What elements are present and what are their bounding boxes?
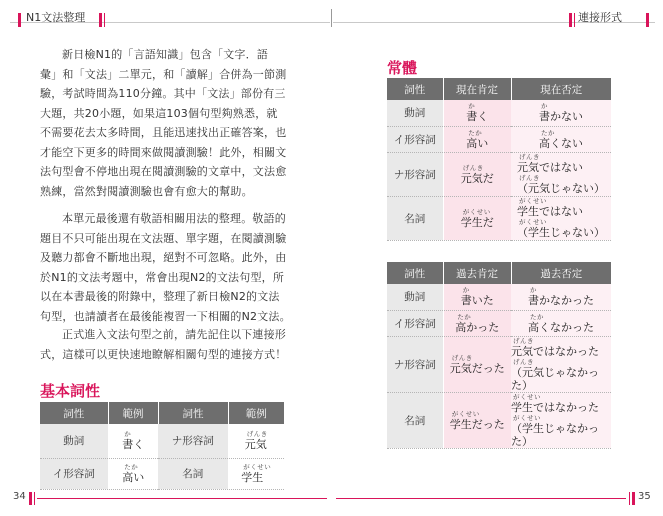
negative-cell (511, 310, 611, 336)
table-row (387, 100, 611, 126)
word: 書く (122, 438, 145, 452)
affirmative-cell (443, 392, 511, 448)
pos-label: イ形容詞 (387, 310, 443, 336)
word: 元気ではなかった (511, 344, 599, 358)
word: 高くなかった (528, 320, 594, 334)
ruby-word (517, 197, 605, 218)
word: 書かない (539, 110, 583, 124)
furigana: がくせい (519, 197, 547, 205)
plain-form-title: 常體 (387, 59, 418, 77)
header-left-title: N1文法整理 (26, 11, 86, 24)
footer-accent-bar (29, 492, 32, 505)
ruby-word (122, 430, 144, 451)
furigana: たか (457, 312, 472, 321)
furigana: がくせい (451, 409, 480, 418)
word: 高くない (539, 136, 583, 150)
intro-paragraph-1 (40, 45, 287, 201)
text-line: 熟練，當然對閱讀測驗也會有愈大的幫助。 (40, 184, 253, 198)
furigana: たか (468, 128, 483, 137)
header-accent-bar (99, 13, 102, 27)
pos-label: イ形容詞 (387, 126, 443, 152)
affirmative-cell (443, 152, 511, 196)
footer-accent-bar (632, 492, 635, 505)
negative-cell (511, 196, 611, 240)
header-accent-bar (569, 13, 572, 27)
negative-cell (511, 126, 611, 152)
ruby-word (450, 410, 505, 431)
ruby-word (455, 313, 499, 334)
ruby-word (528, 313, 594, 334)
pos-label: 名詞 (158, 458, 228, 489)
col-header: 詞性 (387, 78, 443, 100)
affirmative-cell (443, 126, 511, 152)
text-line: 於N1的文法考題中，常會出現N2的文法句型，所 (40, 270, 285, 284)
furigana: がくせい (513, 392, 541, 401)
page-number-left: 34 (13, 491, 26, 502)
furigana: げんき (513, 336, 534, 345)
furigana: げんき (513, 357, 534, 366)
text-line: 句型，也請讀者在最後能複習一下相關的N2文法。 (40, 309, 291, 323)
word: 元気だった (449, 361, 505, 375)
word: 学生だった (449, 417, 505, 431)
col-header: 過去肯定 (443, 262, 511, 284)
page-number-right: 35 (638, 491, 651, 502)
table-row (387, 152, 611, 196)
example-cell (108, 424, 158, 458)
furigana: か (124, 430, 132, 439)
col-header: 現在否定 (511, 78, 611, 100)
word: 高い (466, 136, 489, 150)
text-line: 大題，共20小題，如果這103個句型夠熟悉，就 (40, 106, 278, 120)
text-line: 不需要花去太多時間，且能迅速找出正確答案，也 (40, 126, 287, 139)
pos-label: 名詞 (387, 392, 443, 448)
intro-paragraph-3 (40, 325, 287, 364)
furigana: か (468, 102, 476, 111)
table-row (387, 392, 611, 448)
ruby-word (517, 174, 605, 195)
pos-label: ナ形容詞 (387, 336, 443, 392)
col-header: 過去否定 (511, 262, 611, 284)
furigana: たか (541, 128, 555, 137)
text-line: 才能空下更多的時間來做閱讀測驗！此外，相關文 (40, 145, 287, 159)
negative-cell (511, 284, 611, 310)
affirmative-cell (443, 196, 511, 240)
ruby-word (511, 393, 611, 414)
table-row (387, 126, 611, 152)
header-accent-bar (18, 13, 21, 27)
ruby-word (466, 129, 488, 150)
text-line: 驗，考試時間為110分鐘。其中「文法」部份有三 (40, 87, 286, 100)
affirmative-cell (443, 284, 511, 310)
text-line: 彙」和「文法」二單元，和「讀解」合併為一節測 (40, 67, 287, 81)
ruby-word (461, 208, 494, 229)
col-header: 詞性 (158, 402, 228, 424)
furigana: げんき (519, 153, 540, 161)
negative-cell (511, 336, 611, 392)
pos-label: 動詞 (40, 424, 108, 458)
example-cell (228, 458, 284, 489)
furigana: たか (530, 312, 544, 321)
word: （学生じゃなかった） (511, 421, 599, 448)
word: 書かなかった (528, 294, 594, 308)
furigana: げんき (519, 174, 540, 182)
word: 学生 (241, 471, 264, 484)
furigana: がくせい (513, 413, 541, 422)
furigana: げんき (451, 353, 473, 362)
ruby-word (466, 102, 488, 123)
footer-accent-bar (629, 492, 630, 505)
affirmative-cell (443, 100, 511, 126)
text-line: 正式進入文法句型之前，請先記住以下連接形 (62, 328, 286, 341)
footer-rule-left (37, 498, 327, 499)
negative-cell (511, 100, 611, 126)
page-gutter-mark (331, 9, 332, 27)
header-accent-bar (104, 13, 105, 27)
word: 書く (466, 110, 489, 124)
ruby-word (461, 164, 494, 185)
text-line: 法句型會不停地出現在閱讀測驗的文章中，文法愈 (40, 165, 287, 178)
word: 高かった (455, 320, 500, 334)
col-header: 現在肯定 (443, 78, 511, 100)
word: 学生ではない (517, 205, 583, 218)
furigana: か (541, 102, 548, 111)
ruby-word (122, 463, 144, 484)
pos-label: イ形容詞 (40, 458, 108, 489)
table-row (40, 458, 284, 489)
past-form-table (387, 262, 611, 449)
text-line: 式，這樣可以更快速地瞭解相關句型的連接方式！ (40, 347, 287, 361)
text-line: 新日檢N1的「言語知識」包含「文字．語 (62, 48, 269, 61)
ruby-word (450, 354, 505, 375)
pos-label: ナ形容詞 (158, 424, 228, 458)
ruby-word (517, 218, 605, 239)
word: 書いた (460, 294, 494, 308)
pos-label: 動詞 (387, 284, 443, 310)
ruby-word (461, 286, 494, 307)
table-row (40, 424, 284, 458)
furigana: がくせい (243, 463, 272, 471)
affirmative-cell (443, 336, 511, 392)
table-row (387, 336, 611, 392)
furigana: がくせい (462, 207, 491, 216)
example-cell (108, 458, 158, 489)
ruby-word (511, 414, 611, 448)
word: （学生じゃない） (517, 226, 605, 239)
ruby-word (528, 286, 594, 307)
col-header: 詞性 (40, 402, 108, 424)
basic-pos-table (40, 402, 284, 490)
negative-cell (511, 152, 611, 196)
furigana: か (530, 286, 537, 295)
text-line: 以在本書最後的附錄中，整理了新日檢N2的文法 (40, 290, 280, 303)
table-row (387, 284, 611, 310)
text-line: 題目不只可能出現在文法題、單字題，在閱讀測驗 (40, 231, 287, 245)
col-header: 範例 (108, 402, 158, 424)
ruby-word (241, 463, 271, 484)
furigana: たか (124, 463, 139, 471)
negative-cell (511, 392, 611, 448)
pos-label: 名詞 (387, 196, 443, 240)
header-accent-bar (574, 13, 575, 27)
word: （元気じゃなかった） (511, 365, 599, 392)
word: （元気じゃない） (517, 182, 605, 195)
present-form-table (387, 78, 611, 241)
ruby-word (511, 337, 611, 358)
header-right-title: 連接形式 (578, 11, 622, 24)
ruby-word (511, 358, 611, 392)
col-header: 詞性 (387, 262, 443, 284)
text-line: 本單元最後還有敬語相關用法的整理。敬語的 (62, 212, 286, 225)
col-header: 範例 (228, 402, 284, 424)
example-cell (228, 424, 284, 458)
pos-label: 動詞 (387, 100, 443, 126)
ruby-word (245, 430, 268, 451)
table-row (387, 310, 611, 336)
ruby-word (539, 102, 583, 123)
furigana: げんき (246, 430, 268, 439)
word: 学生だ (460, 215, 494, 229)
affirmative-cell (443, 310, 511, 336)
pos-label: ナ形容詞 (387, 152, 443, 196)
word: 元気ではない (517, 161, 583, 174)
ruby-word (539, 129, 583, 150)
word: 元気 (244, 438, 267, 452)
word: 高い (122, 471, 145, 484)
furigana: か (462, 286, 470, 295)
footer-rule-right (336, 498, 626, 499)
footer-accent-bar (34, 492, 35, 505)
intro-paragraph-2 (40, 209, 291, 326)
furigana: げんき (462, 163, 484, 172)
word: 学生ではなかった (511, 400, 599, 414)
furigana: がくせい (519, 218, 547, 226)
ruby-word (517, 153, 605, 174)
text-line: 及聽力都會不斷地出現，絕對不可忽略。此外，由 (40, 251, 287, 264)
basic-pos-title: 基本詞性 (40, 382, 101, 400)
header-accent-bar (646, 13, 649, 27)
word: 元気だ (460, 171, 494, 185)
table-row (387, 196, 611, 240)
